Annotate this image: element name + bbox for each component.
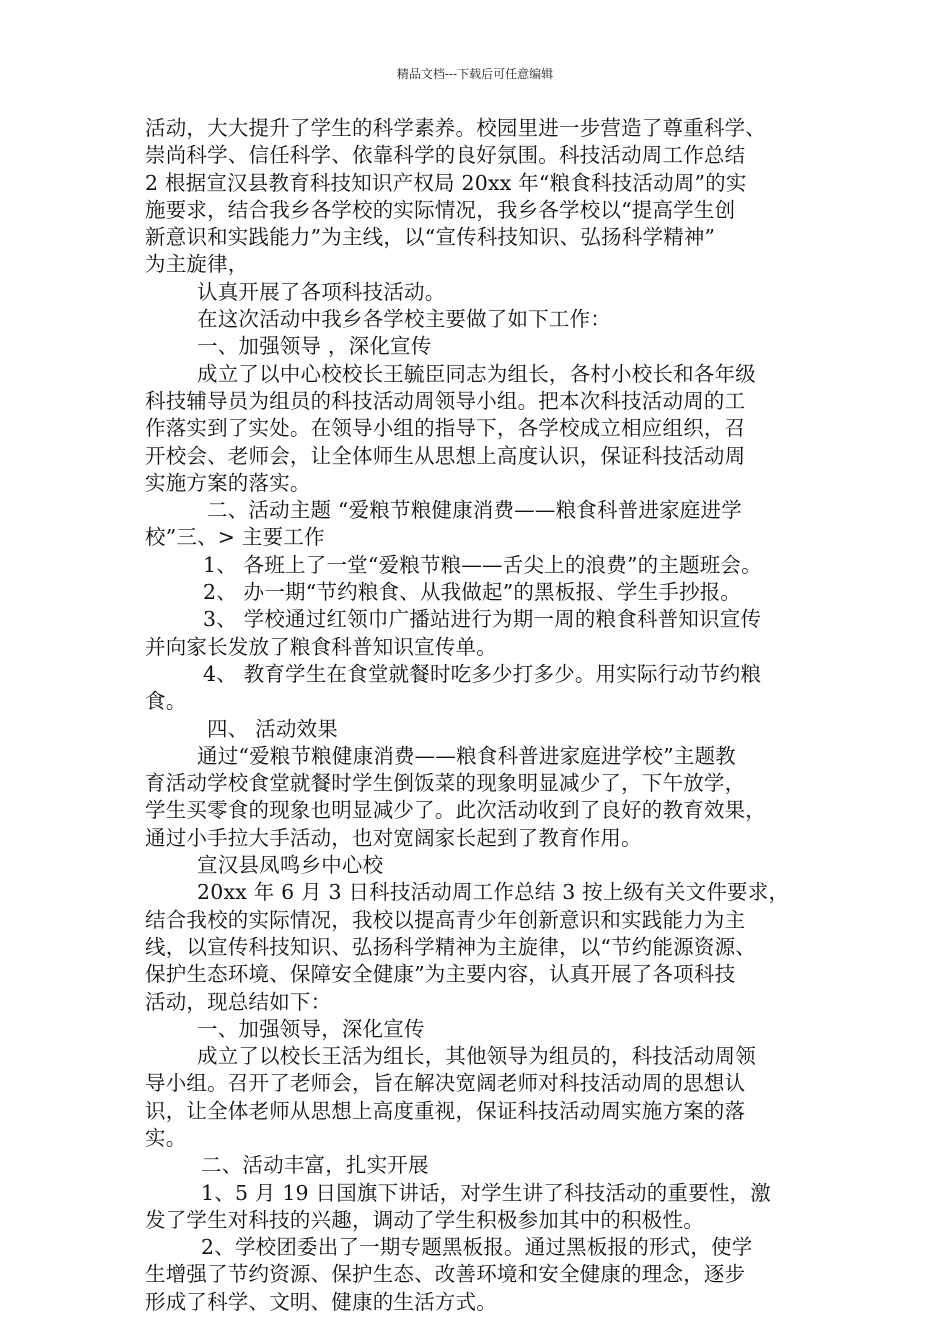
section-heading: 一、加强领导，深化宣传 <box>197 1016 425 1041</box>
text-line: 线，以宣传科技知识、弘扬科学精神为主旋律，以“节约能源资源、 <box>145 934 756 959</box>
text-line: 活动，大大提升了学生的科学素养。校园里进一步营造了尊重科学、 <box>145 116 766 140</box>
list-item: 2、 办一期“节约粮食、从我做起”的黑板报、学生手抄报。 <box>203 580 742 605</box>
text-line: 形成了科学、文明、健康的生活方式。 <box>145 1289 497 1314</box>
text-line: 结合我校的实际情况，我校以提高青少年创新意识和实践能力为主 <box>145 907 746 932</box>
text-line: 认真开展了各项科技活动。 <box>197 279 446 304</box>
text-line: 为主旋律， <box>145 252 249 277</box>
text-line: 施要求，结合我乡各学校的实际情况，我乡各学校以“提高学生创 <box>145 197 736 222</box>
text-line: 崇尚科学、信任科学、依靠科学的良好氛围。科技活动周工作总结 <box>145 143 746 168</box>
section-heading: 一、加强领导 ，深化宣传 <box>197 334 432 359</box>
signature-line: 宣汉县凤鸣乡中心校 <box>197 853 384 878</box>
text-line: 育活动学校食堂就餐时学生倒饭菜的现象明显减少了，下午放学， <box>145 771 746 796</box>
section-heading: 四、 活动效果 <box>207 716 338 741</box>
text-line: 开校会、老师会，让全体师生从思想上高度认识，保证科技活动周 <box>145 443 746 468</box>
list-item: 1、 各班上了一堂“爱粮节粮——舌尖上的浪费”的主题班会。 <box>203 552 762 577</box>
text-line: 作落实到了实处。在领导小组的指导下，各学校成立相应组织，召 <box>145 416 746 441</box>
section-heading: 二、活动丰富，扎实开展 <box>201 1153 429 1178</box>
text-line: 发了学生对科技的兴趣，调动了学生积极参加其中的积极性。 <box>145 1207 704 1232</box>
text-line: 生增强了节约资源、保护生态、改善环境和安全健康的理念，逐步 <box>145 1262 746 1287</box>
document-body <box>145 115 813 1316</box>
list-item: 1、5 月 19 日国旗下讲话，对学生讲了科技活动的重要性，激 <box>201 1180 771 1205</box>
text-line: 学生买零食的现象也明显减少了。此次活动收到了良好的教育效果， <box>145 798 766 823</box>
text-line: 2 根据宣汉县教育科技知识产权局 20xx 年“粮食科技活动周”的实 <box>145 170 747 195</box>
text-line: 保护生态环境、保障安全健康”为主要内容，认真开展了各项科技 <box>145 962 736 987</box>
text-line: 校”三、> 主要工作 <box>145 525 325 550</box>
text-line: 实施方案的落实。 <box>145 470 311 495</box>
text-line: 食。 <box>145 689 187 714</box>
section-heading: 二、活动主题 “爱粮节粮健康消费——粮食科普进家庭进学 <box>207 498 742 523</box>
text-line: 成立了以中心校校长王毓臣同志为组长，各村小校长和各年级 <box>197 361 756 386</box>
text-line: 成立了以校长王活为组长，其他领导为组员的，科技活动周领 <box>197 1044 756 1069</box>
text-line: 识，让全体老师从思想上高度重视，保证科技活动周实施方案的落 <box>145 1098 746 1123</box>
text-line: 在这次活动中我乡各学校主要做了如下工作： <box>197 307 611 332</box>
text-line: 20xx 年 6 月 3 日科技活动周工作总结 3 按上级有关文件要求， <box>197 880 790 905</box>
text-line: 科技辅导员为组员的科技活动周领导小组。把本次科技活动周的工 <box>145 388 746 413</box>
text-line: 新意识和实践能力”为主线，以“宣传科技知识、弘扬科学精神” <box>145 225 716 250</box>
list-item: 4、 教育学生在食堂就餐时吃多少打多少。用实际行动节约粮 <box>203 661 762 686</box>
text-line: 导小组。召开了老师会，旨在解决宽阔老师对科技活动周的思想认 <box>145 1071 746 1096</box>
text-line: 活动，现总结如下： <box>145 989 332 1014</box>
list-item: 2、学校团委出了一期专题黑板报。通过黑板报的形式，使学 <box>201 1235 753 1260</box>
text-line: 实。 <box>145 1125 187 1150</box>
text-line: 通过小手拉大手活动，也对宽阔家长起到了教育作用。 <box>145 825 642 850</box>
list-item: 3、 学校通过红领巾广播站进行为期一周的粮食科普知识宣传 <box>203 607 762 632</box>
text-line: 并向家长发放了粮食科普知识宣传单。 <box>145 634 497 659</box>
page-header: 精品文档---下载后可任意编辑 <box>396 67 554 81</box>
text-line: 通过“爱粮节粮健康消费——粮食科普进家庭进学校”主题教 <box>197 743 736 768</box>
